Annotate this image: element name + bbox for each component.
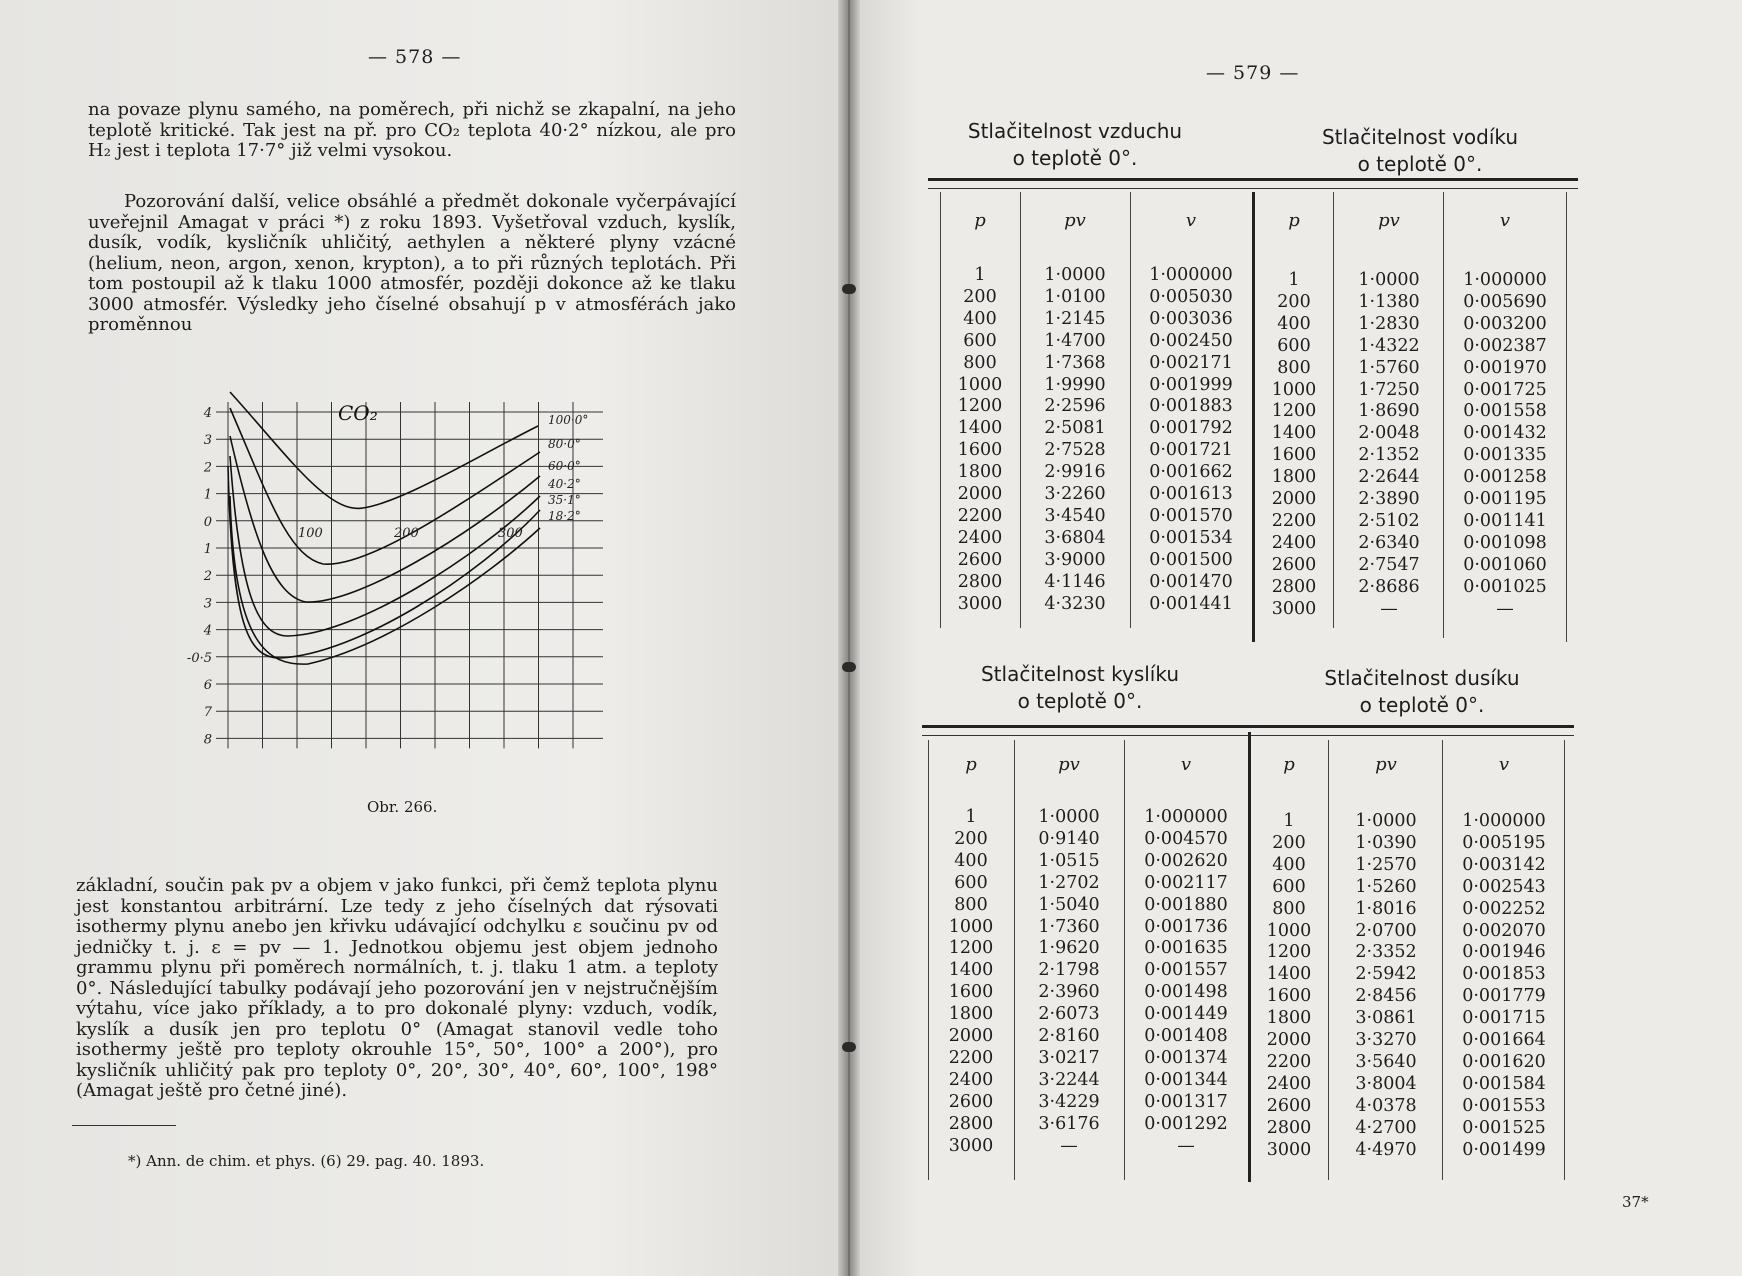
table-cell-p: 1600 [948, 982, 994, 1003]
paragraph-2: Pozorování další, velice obsáhlé a předmět dokonale vyčerpávající uveřejnil Amagat v práci *) z roku 1893. Vyšetřoval vzduch, kyslík, dusík, vodík, kysličník uhličitý, aethylen a některé plyny vzácné (helium, neon, argon, xenon, krypton), a to při různých teplotách. Při tom postoupil až k tlaku 1000 atmosfér, později dokonce až ke tlaku 3000 atmosfér. Výsledky jeho číselné obsahují p v atmosférách jako proměnnou [88, 191, 736, 335]
table-cell-p: 2000 [1266, 1030, 1312, 1051]
y-tick-label: 2 [203, 569, 212, 585]
table-cell-v: — [1177, 1135, 1195, 1156]
table-cell-p: 1000 [957, 374, 1003, 395]
column-v [1446, 270, 1564, 621]
table-cell-v: 0·001620 [1462, 1051, 1546, 1072]
series-label: 100·0° [548, 413, 589, 427]
header-p: p [974, 210, 986, 231]
table-cell-v: 0·001725 [1463, 379, 1547, 400]
y-tick-label: 4 [203, 623, 212, 639]
table-cell-pv: 1·4700 [1044, 330, 1106, 351]
table-cell-p: 1200 [948, 938, 994, 959]
table-cell-pv: 3·9000 [1044, 549, 1106, 570]
table-cell-p: 1400 [948, 960, 994, 981]
table-cell-p: 200 [1272, 832, 1306, 853]
table-cell-p: 600 [954, 872, 988, 893]
column-p [930, 807, 1012, 1158]
column-pv [1016, 807, 1122, 1158]
table-cell-v: 0·001662 [1149, 462, 1233, 483]
table-cell-v: 1·000000 [1149, 265, 1233, 285]
table-top-rule-thin [928, 188, 1578, 189]
table-cell-p: 2800 [1266, 1117, 1312, 1138]
table-cell-p: 1 [1283, 811, 1295, 831]
table-cell-p: 1800 [1271, 467, 1317, 488]
table-cell-pv: 4·4970 [1355, 1139, 1417, 1160]
x-tick-label: 100 [298, 525, 323, 541]
table-cell-pv: 2·3960 [1038, 982, 1100, 1003]
table-cell-pv: 3·4229 [1038, 1091, 1100, 1112]
table-cell-v: 0·001557 [1144, 960, 1228, 981]
table-cell-pv: 1·4322 [1358, 335, 1420, 356]
footnote-rule [72, 1125, 176, 1126]
table-cell-pv: 2·2644 [1358, 467, 1420, 488]
table-cell-pv: 1·8690 [1358, 401, 1420, 422]
chart-svg [186, 396, 638, 776]
table-cell-p: 2600 [1266, 1095, 1312, 1116]
table-cell-pv: 3·0861 [1355, 1008, 1417, 1029]
table-cell-v: 0·003036 [1149, 308, 1233, 329]
table-cell-p: 1800 [1266, 1008, 1312, 1029]
table-cell-v: 0·003142 [1462, 854, 1546, 875]
table-border [1564, 740, 1565, 1180]
table-cell-v: 0·001883 [1149, 396, 1233, 417]
signature-mark: 37* [1622, 1193, 1649, 1211]
table-cell-pv: 4·2700 [1355, 1117, 1417, 1138]
table-cell-v: 0·001570 [1149, 505, 1233, 526]
isotherm-curve [230, 408, 540, 564]
header-pv: pv [1375, 754, 1397, 775]
x-tick-label: 200 [394, 525, 419, 541]
table-cell-v: 0·003200 [1463, 313, 1547, 334]
table-cell-v: 0·001779 [1462, 986, 1546, 1007]
table-cell-pv: 2·8160 [1038, 1026, 1100, 1047]
table-cell-p: 2200 [1266, 1051, 1312, 1072]
header-p: p [1288, 210, 1300, 231]
table-cell-v: 0·001432 [1463, 423, 1547, 444]
table-cell-pv: 2·7547 [1358, 554, 1420, 575]
table-cell-p: 600 [1277, 335, 1311, 356]
table-cell-v: 1·000000 [1463, 270, 1547, 290]
table-cell-pv: 1·0100 [1044, 286, 1106, 307]
header-v: v [1180, 754, 1192, 775]
table-cell-p: 3000 [1266, 1139, 1312, 1160]
table-cell-pv: 2·3352 [1355, 942, 1417, 963]
table-cell-v: 0·001344 [1144, 1069, 1228, 1090]
series-label: 40·2° [548, 477, 581, 491]
table-cell-v: 0·001292 [1144, 1113, 1228, 1134]
table-cell-p: 1600 [957, 440, 1003, 461]
table-cell-p: 2600 [957, 549, 1003, 570]
table-cell-pv: 4·1146 [1044, 571, 1106, 592]
table-cell-v: 0·001635 [1144, 938, 1228, 959]
table-cell-v: 0·002450 [1149, 330, 1233, 351]
table-cell-p: 800 [963, 352, 997, 373]
table-cell-v: 0·002171 [1149, 352, 1233, 373]
table-cell-v: 0·001374 [1144, 1047, 1228, 1068]
table-cell-pv: 1·5260 [1355, 876, 1417, 897]
table-cell-pv: 3·6804 [1044, 527, 1106, 548]
table-cell-v: 0·002543 [1462, 876, 1546, 897]
table-divider [1130, 192, 1131, 628]
column-v [1126, 807, 1246, 1158]
table-cell-pv: 2·5081 [1044, 418, 1106, 439]
table-cell-p: 400 [1272, 854, 1306, 875]
table-cell-pv: 1·7368 [1044, 352, 1106, 373]
table-cell-v: 0·001258 [1463, 467, 1547, 488]
table-divider [1014, 740, 1015, 1180]
header-p: p [965, 754, 977, 775]
y-tick-label: 3 [203, 596, 212, 612]
table-cell-pv: 1·0000 [1038, 807, 1100, 827]
table-cell-pv: 2·9916 [1044, 462, 1106, 483]
table-cell-v: 0·001470 [1149, 571, 1233, 592]
page-number-right: — 579 — [1206, 62, 1300, 84]
table-cell-pv: 2·0700 [1355, 920, 1417, 941]
table-cell-p: 3000 [957, 593, 1003, 614]
table-cell-v: 0·001553 [1462, 1095, 1546, 1116]
table-cell-p: 1 [974, 265, 986, 285]
y-tick-label: 8 [203, 732, 212, 748]
column-p [1256, 270, 1332, 621]
co2-isotherm-chart [186, 396, 638, 780]
table-cell-p: 2400 [957, 527, 1003, 548]
table-cell-v: 0·001534 [1149, 527, 1233, 548]
table-cell-p: 1200 [1266, 942, 1312, 963]
table-divider-main [1248, 732, 1251, 1182]
table-cell-p: 400 [1277, 313, 1311, 334]
table-cell-pv: 3·2260 [1044, 484, 1106, 505]
table-cell-v: 0·001946 [1462, 942, 1546, 963]
table-cell-v: 0·001141 [1463, 510, 1547, 531]
table-cell-v: 0·001449 [1144, 1004, 1228, 1025]
table-cell-v: 0·001498 [1144, 982, 1228, 1003]
column-v [1444, 811, 1564, 1162]
table-cell-p: 2400 [1266, 1073, 1312, 1094]
series-label: 80·0° [548, 437, 581, 451]
table-border [940, 192, 941, 628]
table-cell-v: 0·002387 [1463, 335, 1547, 356]
table-cell-pv: 2·1798 [1038, 960, 1100, 981]
table-cell-v: 0·001441 [1149, 593, 1233, 614]
table-cell-v: 0·004570 [1144, 828, 1228, 849]
table-cell-pv: 3·2244 [1038, 1069, 1100, 1090]
table-cell-p: 1400 [1271, 423, 1317, 444]
table-cell-pv: 1·0000 [1355, 811, 1417, 831]
table-cell-p: 600 [963, 330, 997, 351]
table-cell-pv: 4·0378 [1355, 1095, 1417, 1116]
table-border [928, 740, 929, 1180]
table-cell-v: 0·001584 [1462, 1073, 1546, 1094]
x-tick-label: 300 [498, 525, 523, 541]
table-cell-pv: 3·3270 [1355, 1030, 1417, 1051]
table-cell-p: 2000 [957, 484, 1003, 505]
header-v: v [1499, 210, 1511, 231]
table-cell-pv: 1·9620 [1038, 938, 1100, 959]
table-cell-pv: 1·7360 [1038, 916, 1100, 937]
isotherm-curve [230, 436, 540, 602]
table-cell-pv: 2·5102 [1358, 510, 1420, 531]
table-cell-p: 1 [965, 807, 977, 827]
table-cell-v: 0·001195 [1463, 489, 1547, 510]
figure-caption: Obr. 266. [367, 798, 438, 816]
table-cell-v: 0·001880 [1144, 894, 1228, 915]
table-cell-p: 200 [1277, 291, 1311, 312]
table-cell-p: 1000 [1271, 379, 1317, 400]
series-label: 60·0° [548, 459, 581, 473]
table-cell-p: 2200 [1271, 510, 1317, 531]
table-top-rule [928, 178, 1578, 181]
table-title-air: Stlačitelnost vzduchu o teplotě 0°. [967, 119, 1183, 170]
y-tick-label: 0 [203, 514, 212, 530]
table-cell-v: 0·001853 [1462, 964, 1546, 985]
table-cell-v: 0·002252 [1462, 898, 1546, 919]
table-cell-p: 2600 [1271, 554, 1317, 575]
table-cell-p: 600 [1272, 876, 1306, 897]
binding-stitch [842, 1042, 856, 1052]
table-cell-v: 0·001613 [1149, 484, 1233, 505]
binding-stitch [842, 284, 856, 294]
table-cell-p: 1600 [1266, 986, 1312, 1007]
table-cell-p: 1400 [1266, 964, 1312, 985]
table-cell-p: 2400 [948, 1069, 994, 1090]
table-cell-p: 2600 [948, 1091, 994, 1112]
table-cell-pv: 1·8016 [1355, 898, 1417, 919]
column-p [942, 265, 1018, 616]
y-tick-label: 6 [203, 678, 212, 693]
table-cell-pv: 1·0000 [1358, 270, 1420, 290]
table-divider [1442, 740, 1443, 1180]
table-cell-pv: 3·4540 [1044, 505, 1106, 526]
column-pv [1336, 270, 1442, 621]
table-cell-pv: 3·6176 [1038, 1113, 1100, 1134]
table-cell-v: 0·001408 [1144, 1026, 1228, 1047]
table-cell-v: 0·001499 [1462, 1139, 1546, 1160]
table-cell-p: 800 [1272, 898, 1306, 919]
table-cell-p: 1200 [1271, 401, 1317, 422]
table-cell-pv: 4·3230 [1044, 593, 1106, 614]
table-cell-p: 3000 [1271, 598, 1317, 619]
table-cell-p: 2200 [957, 505, 1003, 526]
y-tick-label: 1 [203, 487, 212, 503]
chart-label: CO₂ [338, 401, 378, 425]
table-cell-pv: 3·8004 [1355, 1073, 1417, 1094]
table-cell-p: 1000 [948, 916, 994, 937]
table-cell-v: 0·001500 [1149, 549, 1233, 570]
header-p: p [1283, 754, 1295, 775]
paragraph-1: na povaze plynu samého, na poměrech, při nichž se zkapalní, na jeho teplotě kritické. Tak jest na př. pro CO₂ teplota 40·2° nízkou, ale pro H₂ jest i teplota 17·7° již velmi vysokou. [88, 99, 736, 161]
table-divider [1328, 740, 1329, 1180]
table-cell-pv: — [1380, 598, 1398, 619]
table-title-oxygen: Stlačitelnost kyslíku o teplotě 0°. [980, 662, 1180, 713]
table-cell-pv: 1·0390 [1355, 832, 1417, 853]
table-cell-pv: 3·5640 [1355, 1051, 1417, 1072]
table-cell-pv: 1·2702 [1038, 872, 1100, 893]
table-cell-v: 0·001060 [1463, 554, 1547, 575]
header-pv: pv [1064, 210, 1086, 231]
table-cell-pv: 2·8456 [1355, 986, 1417, 1007]
table-cell-pv: 2·5942 [1355, 964, 1417, 985]
y-tick-label: 4 [203, 406, 212, 421]
series-label: 18·2° [548, 509, 581, 523]
table-cell-pv: 2·6340 [1358, 532, 1420, 553]
table-cell-pv: 2·6073 [1038, 1004, 1100, 1025]
table-cell-pv: 1·2145 [1044, 308, 1106, 329]
table-border [1566, 192, 1567, 642]
table-divider [1020, 192, 1021, 628]
table-cell-p: 2800 [948, 1113, 994, 1134]
table-cell-v: 0·002117 [1144, 872, 1228, 893]
table-cell-p: 1000 [1266, 920, 1312, 941]
series-label: 35·1° [548, 493, 581, 507]
table-cell-p: 400 [963, 308, 997, 329]
table-cell-v: 1·000000 [1144, 807, 1228, 827]
header-pv: pv [1058, 754, 1080, 775]
table-cell-p: 1800 [948, 1004, 994, 1025]
table-cell-pv: 0·9140 [1038, 828, 1100, 849]
table-divider-main [1252, 192, 1255, 642]
table-cell-p: 2400 [1271, 532, 1317, 553]
table-cell-p: 2000 [948, 1026, 994, 1047]
table-cell-p: 800 [1277, 357, 1311, 378]
y-tick-label: 3 [203, 433, 212, 449]
table-cell-p: 2800 [957, 571, 1003, 592]
table-cell-pv: 1·5760 [1358, 357, 1420, 378]
table-cell-v: 0·001715 [1462, 1008, 1546, 1029]
table-cell-v: 0·001025 [1463, 576, 1547, 597]
binding-stitch [842, 662, 856, 672]
column-v [1132, 265, 1250, 616]
table-cell-p: 3000 [948, 1135, 994, 1156]
table-cell-pv: 3·0217 [1038, 1047, 1100, 1068]
y-tick-label: -0·5 [186, 650, 212, 666]
table-cell-pv: — [1060, 1135, 1078, 1156]
header-pv: pv [1378, 210, 1400, 231]
header-v: v [1498, 754, 1510, 775]
table-cell-pv: 1·1380 [1358, 291, 1420, 312]
table-cell-v: 0·001736 [1144, 916, 1228, 937]
book-gutter [838, 0, 860, 1276]
table-cell-p: 400 [954, 850, 988, 871]
footnote: *) Ann. de chim. et phys. (6) 29. pag. 40. 1893. [128, 1152, 485, 1170]
table-cell-pv: 1·9990 [1044, 374, 1106, 395]
table-cell-p: 1800 [957, 462, 1003, 483]
table-cell-pv: 2·7528 [1044, 440, 1106, 461]
table-cell-pv: 1·0515 [1038, 850, 1100, 871]
table-cell-p: 2800 [1271, 576, 1317, 597]
table-cell-v: 0·001721 [1149, 440, 1233, 461]
table-top-rule [922, 725, 1574, 728]
table-divider [1124, 740, 1125, 1180]
column-pv [1022, 265, 1128, 616]
column-pv [1332, 811, 1440, 1162]
table-cell-p: 2000 [1271, 489, 1317, 510]
header-v: v [1185, 210, 1197, 231]
table-cell-pv: 1·0000 [1044, 265, 1106, 285]
table-cell-p: 1200 [957, 396, 1003, 417]
table-cell-pv: 1·2570 [1355, 854, 1417, 875]
table-cell-pv: 2·0048 [1358, 423, 1420, 444]
table-divider [1333, 192, 1334, 628]
table-cell-p: 1 [1288, 270, 1300, 290]
table-title-hydrogen: Stlačitelnost vodíku o teplotě 0°. [1321, 125, 1519, 176]
table-cell-v: 0·001970 [1463, 357, 1547, 378]
table-cell-pv: 2·1352 [1358, 445, 1420, 466]
table-cell-v: 0·002070 [1462, 920, 1546, 941]
table-cell-p: 200 [963, 286, 997, 307]
table-cell-v: 1·000000 [1462, 811, 1546, 831]
y-tick-label: 2 [203, 460, 212, 476]
table-title-nitrogen: Stlačitelnost dusíku o teplotě 0°. [1324, 666, 1520, 717]
table-cell-v: 0·002620 [1144, 850, 1228, 871]
table-cell-v: 0·005030 [1149, 286, 1233, 307]
table-cell-v: 0·005690 [1463, 291, 1547, 312]
table-cell-p: 1400 [957, 418, 1003, 439]
table-cell-pv: 2·8686 [1358, 576, 1420, 597]
table-cell-v: 0·001664 [1462, 1030, 1546, 1051]
table-cell-v: 0·001792 [1149, 418, 1233, 439]
table-cell-v: — [1496, 598, 1514, 619]
table-cell-pv: 2·3890 [1358, 489, 1420, 510]
table-cell-v: 0·001335 [1463, 445, 1547, 466]
page-number-left: — 578 — [368, 46, 462, 68]
table-cell-pv: 1·7250 [1358, 379, 1420, 400]
table-cell-v: 0·001098 [1463, 532, 1547, 553]
table-cell-v: 0·001525 [1462, 1117, 1546, 1138]
isotherm-curve [230, 392, 538, 508]
table-cell-v: 0·001317 [1144, 1091, 1228, 1112]
table-cell-pv: 1·5040 [1038, 894, 1100, 915]
table-cell-p: 2200 [948, 1047, 994, 1068]
table-cell-pv: 2·2596 [1044, 396, 1106, 417]
table-cell-p: 800 [954, 894, 988, 915]
paragraph-3: základní, součin pak pv a objem v jako funkci, při čemž teplota plynu jest konstantou arbitrární. Lze tedy z jeho číselných dat rýsovati isothermy plynu anebo jen křivku udávající odchylku ε součinu pv od jedničky t. j. ε = pv — 1. Jednotkou objemu jest objem jednoho grammu plynu při poměrech normálních, t. j. tlaku 1 atm. a teploty 0°. Následující tabulky podávají jeho pozorování jen v nejstručnějším výtahu, více jako příklady, a to pro dokonalé plyny: vzduch, vodík, kyslík a dusík jen pro teplotu 0° (Amagat stanovil vedle toho isothermy ještě pro teploty okrouhle 15°, 50°, 100° a 200°), pro kysličník uhličitý pak pro teploty 0°, 20°, 30°, 40°, 60°, 100°, 198° (Amagat ještě pro četné jiné). [76, 875, 718, 1101]
table-cell-pv: 1·2830 [1358, 313, 1420, 334]
table-divider [1443, 192, 1444, 638]
table-cell-p: 200 [954, 828, 988, 849]
y-tick-label: 1 [203, 542, 212, 557]
table-cell-p: 1600 [1271, 445, 1317, 466]
table-cell-v: 0·005195 [1462, 832, 1546, 853]
column-p [1252, 811, 1326, 1162]
y-tick-label: 7 [203, 705, 212, 721]
table-cell-v: 0·001999 [1149, 374, 1233, 395]
table-cell-v: 0·001558 [1463, 401, 1547, 422]
